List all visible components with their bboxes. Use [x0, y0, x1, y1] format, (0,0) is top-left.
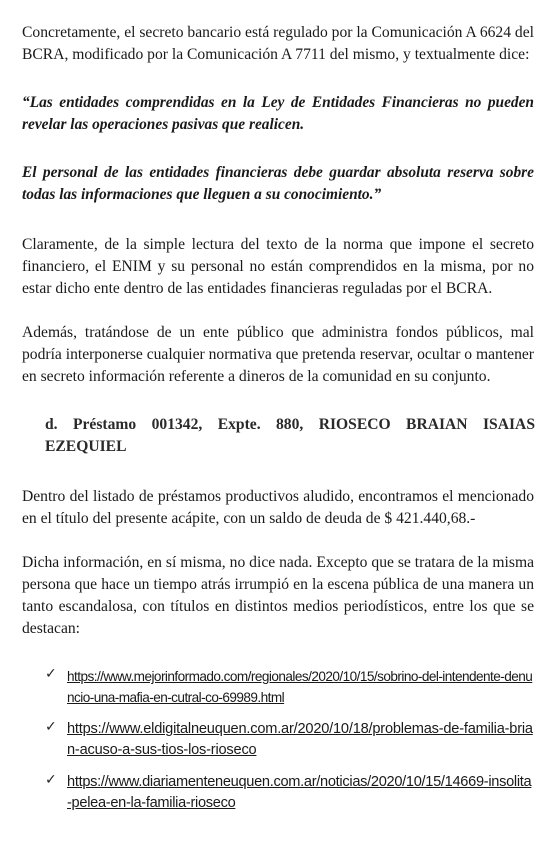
paragraph-dentro-del-listado: Dentro del listado de préstamos productivos aludido, encontramos el mencionado en el título del presente acápite, con un saldo de deuda de $ 421.440,68.- [22, 488, 534, 527]
check-icon: ✓ [45, 666, 57, 682]
news-link-mejorinformado[interactable]: https://www.mejorinformado.com/regionales/2020/10/15/sobrino-del-intendente-denuncio-una-mafia-en-cutral-co-69989.html [67, 669, 533, 705]
paragraph-ademas: Además, tratándose de un ente público que administra fondos públicos, mal podría interponerse cualquier normativa que pretenda reservar, ocultar o mantener en secreto información referente a dineros de la comunidad en su conjunto. [22, 324, 535, 385]
list-item [45, 719, 535, 761]
news-link-diariamenteneuquen[interactable]: https://www.diariamenteneuquen.com.ar/noticias/2020/10/15/14669-insolita-pelea-en-la-familia-rioseco [67, 774, 532, 811]
paragraph-secreto-bancario: Concretamente, el secreto bancario está regulado por la Comunicación A 6624 del BCRA, modificado por la Comunicación A 7711 del mismo, y textualmente dice: [22, 24, 534, 63]
news-link-eldigitalneuquen[interactable]: https://www.eldigitalneuquen.com.ar/2020/10/18/problemas-de-familia-brian-acuso-a-sus-tios-los-rioseco [67, 721, 533, 758]
news-link-list [45, 666, 535, 814]
check-icon: ✓ [45, 772, 57, 788]
list-item [45, 666, 535, 708]
section-heading-prestamo: d. Préstamo 001342, Expte. 880, RIOSECO BRAIAN ISAIAS EZEQUIEL [45, 416, 535, 455]
quote-paragraph-1: “Las entidades comprendidas en la Ley de Entidades Financieras no pueden revelar las operaciones pasivas que realicen. [22, 94, 534, 133]
paragraph-dicha-informacion: Dicha información, en sí misma, no dice nada. Excepto que se tratara de la misma persona que hace un tiempo atrás irrumpió en la escena pública de una manera un tanto escandalosa, con títulos en distintos medios periodísticos, entre los que se destacan: [22, 554, 534, 637]
quote-paragraph-2: El personal de las entidades financieras debe guardar absoluta reserva sobre todas las informaciones que lleguen a su conocimiento.” [22, 164, 534, 203]
list-item [45, 772, 535, 814]
check-icon: ✓ [45, 719, 57, 735]
paragraph-claramente: Claramente, de la simple lectura del texto de la norma que impone el secreto financiero, el ENIM y su personal no están comprendidos en la misma, por no estar dicho ente dentro de las entidades financieras reguladas por el BCRA. [22, 236, 534, 297]
